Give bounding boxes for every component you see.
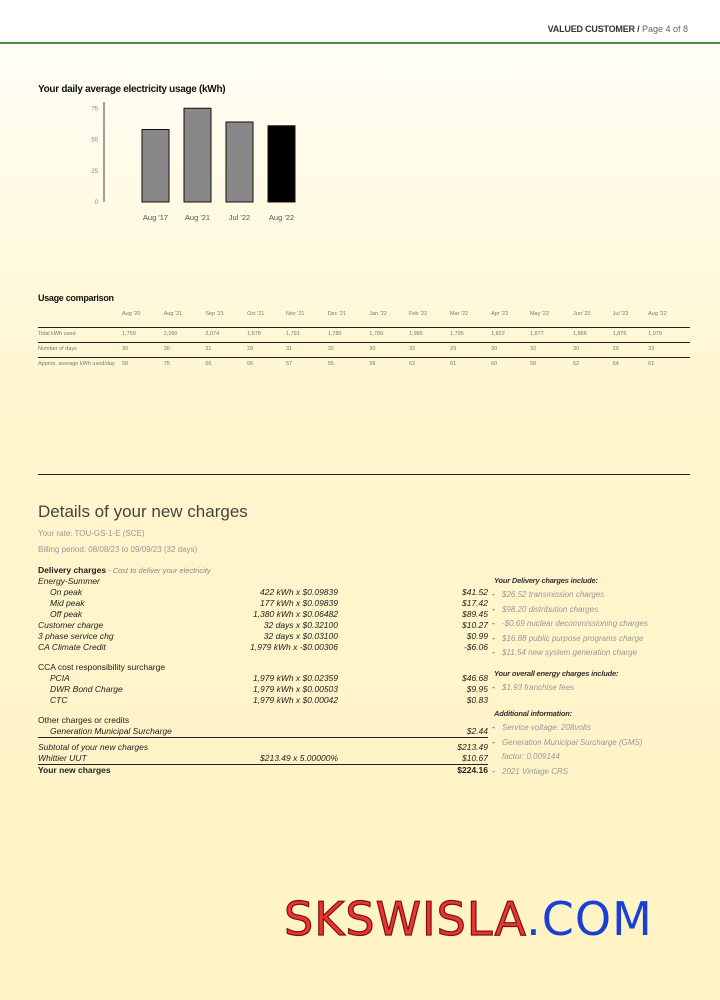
energy-summer-row [38,576,488,587]
delivery-subtitle: - Cost to deliver your electricity [106,566,211,575]
month-header: Jan '22 [369,311,387,317]
table-cell: 1,979 [648,328,690,343]
table-cell: 58 [530,358,573,373]
billing-period: Billing period: 08/08/23 to 09/09/23 (32 days) [38,545,198,554]
energy-summer-label: Energy-Summer [38,576,100,586]
charge-row-pcia: PCIA 1,979 kWh x $0.02359 $46.68 [50,673,488,683]
bar [268,126,295,202]
table-row [38,343,690,358]
rate-info [38,526,197,558]
month-header: Apr '22 [491,311,509,317]
additional-info-list [494,721,664,779]
y-tick-label: 25 [91,168,98,175]
list-item: - 2021 Vintage CRS [494,765,664,780]
table-cell: 60 [491,358,530,373]
list-item: - -$0.69 nuclear decommissioning charges [494,617,664,632]
table-cell: 1,791 [286,328,328,343]
month-header: Jun '22 [573,311,591,317]
usage-comparison-table [38,310,690,372]
list-item: - $1.93 franchise fees [494,681,664,696]
table-cell: 1,678 [247,328,286,343]
usage-comparison-title: Usage comparison [38,293,114,303]
table-cell: 32 [328,343,370,358]
table-cell: 1,822 [491,328,530,343]
charge-row-on-peak: On peak 422 kWh x $0.09839 $41.52 [50,587,488,597]
table-cell: 29 [450,343,491,358]
customer-name: VALUED CUSTOMER / [547,24,640,34]
charge-row-ctc: CTC 1,979 kWh x $0.00042 $0.83 [50,695,488,705]
delivery-header [38,565,488,576]
chart-title: Your daily average electricity usage (kWh) [38,84,226,95]
table-cell: 31 [286,343,328,358]
table-cell: 1,789 [369,328,409,343]
month-header: Aug '22 [648,311,667,317]
cca-header: CCA cost responsibility surcharge [38,662,166,672]
page-number: Page 4 of 8 [641,24,688,34]
section-divider [38,474,690,475]
y-tick-label: 50 [91,137,98,144]
x-tick-label: Aug '22 [268,213,295,222]
month-header: Oct '21 [247,311,265,317]
delivery-include-list [494,588,664,661]
y-tick-label: 75 [91,106,98,113]
details-title: Details of your new charges [38,502,248,521]
bar [142,130,169,203]
month-header: Sep '21 [205,311,224,317]
list-item: - $16.88 public purpose programs charge [494,632,664,647]
table-cell: 61 [450,358,491,373]
table-row [38,328,690,343]
table-cell: 75 [164,358,206,373]
table-cell: 62 [409,358,450,373]
list-item: - Service voltage: 208volts [494,721,664,736]
table-cell: 30 [491,343,530,358]
table-cell: 1,795 [450,328,491,343]
page-header [0,0,720,44]
table-cell: 29 [247,343,286,358]
charge-row-3-phase: 3 phase service chg 32 days x $0.03100 $0.99 [38,631,488,641]
watermark-part2: .COM [526,892,653,946]
additional-info-heading: Additional information: [494,709,572,718]
charges-sidebar [494,572,664,779]
charge-row-off-peak: Off peak 1,380 kWh x $0.06482 $89.45 [50,609,488,619]
delivery-title: Delivery charges [38,565,107,575]
delivery-include-heading: Your Delivery charges include: [494,576,598,585]
table-cell: 61 [648,358,690,373]
header-text [548,24,688,34]
month-header: Aug '20 [122,311,141,317]
x-tick-label: Aug '21 [184,213,211,222]
row-label: Approx. average kWh used/day [38,358,122,373]
list-item: - $11.54 new system generation charge [494,646,664,661]
table-cell: 32 [530,343,573,358]
table-cell: 29 [613,343,648,358]
charge-row-dwr: DWR Bond Charge 1,979 kWh x $0.00503 $9.95 [50,684,488,694]
table-cell: 56 [247,358,286,373]
table-cell: 2,074 [205,328,247,343]
charge-row-climate-credit: CA Climate Credit 1,979 kWh x -$0.00306 -$6.06 [38,642,488,652]
total-row: Your new charges $224.16 [38,765,488,775]
table-cell: 62 [573,358,613,373]
table-cell: 66 [205,358,247,373]
table-cell: 30 [122,343,164,358]
x-tick-label: Jul '22 [228,213,251,222]
month-header: Aug '21 [163,311,183,317]
energy-include-heading: Your overall energy charges include: [494,668,619,678]
table-cell: 32 [409,343,450,358]
month-header: Dec '21 [327,311,347,317]
month-header: Nov '21 [286,311,305,317]
table-cell: 1,876 [613,328,648,343]
charges-list [38,565,488,776]
whittier-uut-row: Whittier UUT $213.49 x 5.00000% $10.67 [38,753,488,763]
bar [184,108,211,202]
energy-include-list [494,681,664,696]
table-cell: 32 [648,343,690,358]
charge-row-mid-peak: Mid peak 177 kWh x $0.09839 $17.42 [50,598,488,608]
table-cell: 57 [286,358,328,373]
bar [226,122,253,202]
row-label: Number of days [38,343,122,358]
watermark-part1: SKSWISLA [284,892,527,946]
table-cell: 31 [205,343,247,358]
row-label: Total kWh used [38,328,122,343]
month-header: May '22 [529,311,550,317]
table-cell: 2,260 [164,328,206,343]
other-header: Other charges or credits [38,715,130,725]
subtotal-row: Subtotal of your new charges $213.49 [38,742,488,752]
watermark [284,892,653,946]
table-row [38,358,690,373]
month-header: Feb '22 [409,311,428,317]
usage-bar-chart [60,96,320,226]
rate-line: Your rate: TOU-GS-1-E (SCE) [38,529,145,538]
list-item: - Generation Municipal Surcharge (GMS) factor: 0.009144 [494,736,664,765]
list-item: - $26.52 transmission charges [494,588,664,603]
x-tick-label: Aug '17 [142,213,169,222]
list-item: - $98.20 distribution charges [494,603,664,618]
table-cell: 59 [369,358,409,373]
month-header: Mar '22 [450,311,469,317]
table-cell: 1,780 [328,328,370,343]
table-cell: 64 [613,358,648,373]
table-cell: 55 [328,358,370,373]
table-cell: 58 [122,358,164,373]
charge-row-gen-muni: Generation Municipal Surcharge $2.44 [38,726,488,738]
table-cell: 30 [164,343,206,358]
charge-row-customer: Customer charge 32 days x $0.32100 $10.27 [38,620,488,630]
table-cell: 1,985 [409,328,450,343]
month-header: Jul '22 [612,311,629,317]
y-tick-label: 0 [94,200,98,206]
table-cell: 1,866 [573,328,613,343]
table-cell: 30 [573,343,613,358]
table-cell: 1,877 [530,328,573,343]
table-cell: 1,759 [122,328,164,343]
table-cell: 30 [369,343,409,358]
